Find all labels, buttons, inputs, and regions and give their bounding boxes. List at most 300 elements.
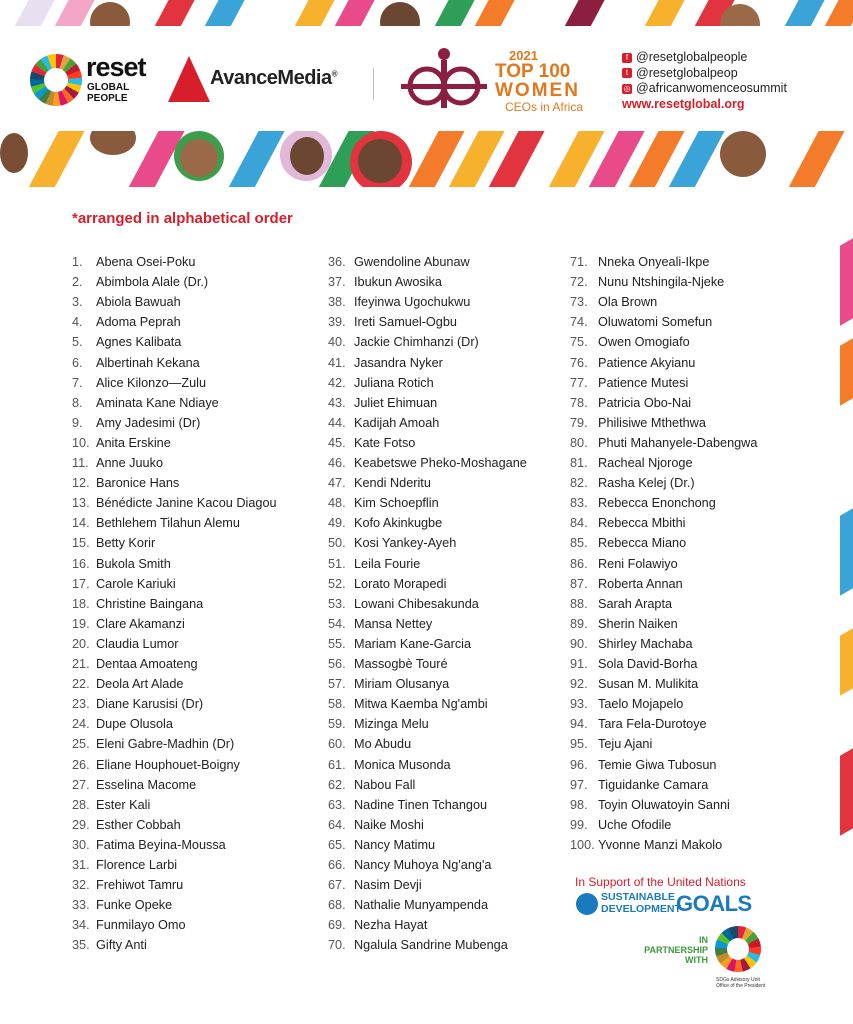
list-item-name: Patience Akyianu (598, 355, 696, 370)
list-item (328, 536, 456, 550)
list-item-number: 13. (72, 496, 90, 511)
list-item-name: Nunu Ntshingila-Njeke (598, 275, 725, 290)
list-item-number: 56. (328, 657, 346, 671)
list-item (72, 577, 176, 591)
list-item-number: 84. (570, 516, 588, 531)
list-item (72, 436, 171, 450)
list-item-name: Adoma Peprah (96, 315, 181, 330)
list-item (570, 697, 683, 711)
list-item-name: Rebecca Enonchong (598, 496, 716, 511)
list-item (72, 496, 277, 510)
sdg-text-line1: SUSTAINABLE (601, 891, 675, 903)
list-item-number: 41. (328, 355, 346, 370)
list-item (328, 577, 446, 591)
list-item-name: Fatima Beyina-Moussa (96, 837, 226, 852)
list-item-number: 55. (328, 636, 346, 651)
list-item-name: Reni Folawiyo (598, 556, 678, 571)
list-item (328, 436, 415, 450)
list-item (570, 436, 757, 450)
reset-logo-icon (30, 54, 82, 106)
list-item (328, 476, 431, 490)
list-item (328, 416, 439, 430)
list-item-name: Dentaa Amoateng (96, 657, 198, 671)
list-item (570, 275, 724, 289)
list-item-number: 43. (328, 395, 346, 410)
list-item-number: 93. (570, 697, 588, 712)
list-item-number: 33. (72, 898, 90, 913)
list-item (72, 898, 172, 912)
list-item-name: Kim Schoepflin (354, 496, 439, 511)
list-item (570, 758, 716, 772)
list-item-name: Carole Kariuki (96, 576, 176, 591)
list-item-number: 94. (570, 717, 588, 732)
list-item (328, 496, 439, 510)
list-item-number: 100. (570, 837, 595, 852)
list-item-number: 99. (570, 817, 588, 832)
list-item (72, 617, 185, 631)
list-item-name: Ibukun Awosika (354, 275, 442, 290)
list-item (328, 838, 435, 852)
list-item-name: Amy Jadesimi (Dr) (96, 415, 201, 430)
list-item-number: 78. (570, 395, 588, 410)
website-link[interactable]: www.resetglobal.org (622, 96, 745, 111)
list-item-number: 98. (570, 797, 588, 812)
list-item-name: Ifeyinwa Ugochukwu (354, 295, 471, 310)
list-item (328, 717, 429, 731)
list-item-name: Juliet Ehimuan (354, 395, 438, 410)
un-support-text: In Support of the United Nations (575, 875, 746, 889)
list-item-number: 72. (570, 275, 588, 290)
list-item-name: Gwendoline Abunaw (354, 255, 470, 269)
list-item (570, 255, 709, 269)
list-item (72, 918, 186, 932)
facebook-icon: f (622, 53, 632, 63)
list-item-name: Patience Mutesi (598, 375, 689, 390)
list-item (328, 295, 470, 309)
list-item-number: 73. (570, 295, 588, 310)
list-item-number: 45. (328, 435, 346, 450)
list-item-number: 29. (72, 817, 90, 832)
list-item (570, 737, 652, 751)
list-item-name: Toyin Oluwatoyin Sanni (598, 797, 730, 812)
list-item-number: 70. (328, 938, 346, 953)
list-item-name: Juliana Rotich (354, 375, 434, 390)
list-item-name: Sola David-Borha (598, 657, 698, 671)
list-item-name: Nathalie Munyampenda (354, 898, 489, 913)
list-item-number: 62. (328, 777, 346, 792)
list-item-name: Esselina Macome (96, 777, 197, 792)
list-item-name: Philisiwe Mthethwa (598, 415, 706, 430)
list-item-name: Nasim Devji (354, 878, 422, 893)
list-item-number: 35. (72, 938, 90, 953)
list-item-number: 79. (570, 415, 588, 430)
list-item-name: Massogbè Touré (354, 657, 448, 671)
list-item-name: Racheal Njoroge (598, 456, 693, 470)
list-item-number: 95. (570, 737, 588, 752)
list-item (570, 356, 695, 370)
list-item-number: 44. (328, 415, 346, 430)
list-item-name: Nancy Matimu (354, 837, 436, 852)
list-item (72, 315, 181, 329)
list-item-number: 80. (570, 435, 588, 450)
social-handles (622, 50, 787, 112)
partnership-text: IN PARTNERSHIP WITH (644, 935, 708, 965)
list-item-number: 87. (570, 576, 588, 591)
list-item-name: Teju Ajani (598, 737, 653, 752)
list-item-name: Betty Korir (96, 536, 156, 551)
list-item (328, 818, 424, 832)
list-item (328, 858, 491, 872)
list-item-number: 42. (328, 375, 346, 390)
list-item-number: 77. (570, 375, 588, 390)
list-item-number: 82. (570, 476, 588, 491)
list-item (570, 496, 716, 510)
list-item (72, 295, 181, 309)
list-item-name: Mariam Kane-Garcia (354, 636, 472, 651)
top-decorative-band (0, 0, 853, 26)
list-item-number: 97. (570, 777, 588, 792)
list-item-number: 65. (328, 837, 346, 852)
list-item-number: 48. (328, 496, 346, 511)
list-item-number: 64. (328, 817, 346, 832)
list-item-name: Bethlehem Tilahun Alemu (96, 516, 240, 531)
list-item (72, 356, 200, 370)
list-item-number: 75. (570, 335, 588, 350)
list-item (72, 818, 181, 832)
list-item (328, 657, 448, 671)
list-item (570, 798, 730, 812)
right-decorative-band (836, 210, 853, 1010)
list-item-name: Ngalula Sandrine Mubenga (354, 938, 508, 953)
list-item (570, 637, 693, 651)
list-item-number: 27. (72, 777, 90, 792)
list-item-number: 31. (72, 858, 90, 872)
list-item-name: Rebecca Mbithi (598, 516, 686, 531)
partner-subtext: SDGs Advisory Unit Office of the President (716, 977, 766, 989)
list-item-number: 6. (72, 355, 83, 370)
list-item-number: 54. (328, 616, 346, 631)
header (0, 26, 853, 131)
list-item (72, 275, 208, 289)
list-item (328, 938, 508, 952)
list-item-name: Tiguidanke Camara (598, 777, 709, 792)
list-item-name: Naike Moshi (354, 817, 424, 832)
list-item-name: Ola Brown (598, 295, 658, 310)
list-item (72, 476, 179, 490)
list-item (72, 717, 173, 731)
list-item-name: Lowani Chibesakunda (354, 596, 479, 611)
list-item-name: Abimbola Alale (Dr.) (96, 275, 209, 290)
list-item-number: 14. (72, 516, 90, 531)
list-item-number: 18. (72, 596, 90, 611)
list-item (72, 597, 203, 611)
list-item-name: Nadine Tinen Tchangou (354, 797, 488, 812)
list-item-number: 38. (328, 295, 346, 310)
list-item-number: 85. (570, 536, 588, 551)
list-item-number: 63. (328, 797, 346, 812)
list-item-number: 37. (328, 275, 346, 290)
list-item (328, 778, 415, 792)
list-item-number: 60. (328, 737, 346, 752)
list-item-name: Eliane Houphouet-Boigny (96, 757, 240, 772)
list-item-name: Claudia Lumor (96, 636, 179, 651)
list-item-number: 34. (72, 918, 90, 933)
facebook-handle[interactable]: f @resetglobalpeople (622, 50, 787, 66)
list-item-number: 7. (72, 375, 83, 390)
list-item-name: Uche Ofodile (598, 817, 672, 832)
instagram-icon: ◎ (623, 83, 631, 93)
list-item-number: 3. (72, 295, 83, 310)
alphabetical-order-note: *arranged in alphabetical order (72, 210, 293, 227)
list-item (72, 858, 177, 872)
list-item (72, 657, 198, 671)
list-item-number: 16. (72, 556, 90, 571)
list-item-name: Deola Art Alade (96, 677, 184, 692)
list-item (328, 456, 527, 470)
top100-emblem-icon (399, 46, 489, 116)
list-item (72, 758, 240, 772)
list-item-name: Lorato Morapedi (354, 576, 447, 591)
list-item-number: 83. (570, 496, 588, 511)
sdg-text-line2: DEVELOPMENT (601, 903, 681, 915)
list-item-number: 39. (328, 315, 346, 330)
list-item (570, 396, 691, 410)
list-item-number: 22. (72, 677, 90, 692)
list-item-name: Aminata Kane Ndiaye (96, 395, 219, 410)
list-item (72, 697, 203, 711)
list-item-number: 92. (570, 677, 588, 692)
list-item-name: Dupe Olusola (96, 717, 173, 732)
list-item-number: 88. (570, 596, 588, 611)
list-item (328, 918, 427, 932)
list-item (570, 315, 712, 329)
list-item-number: 57. (328, 677, 346, 692)
list-item-number: 50. (328, 536, 346, 551)
list-item (328, 617, 432, 631)
list-item-name: Tara Fela-Durotoye (598, 717, 707, 732)
list-item-name: Funmilayo Omo (96, 918, 186, 933)
list-item-name: Kadijah Amoah (354, 415, 440, 430)
list-item-name: Baronice Hans (96, 476, 180, 491)
list-item (72, 778, 196, 792)
list-item (570, 617, 678, 631)
top100-title-line2: WOMEN (495, 80, 580, 101)
list-item (328, 275, 442, 289)
list-item-name: Clare Akamanzi (96, 616, 185, 631)
list-item-number: 67. (328, 878, 346, 893)
list-item-number: 68. (328, 898, 346, 913)
list-item (328, 255, 470, 269)
list-item-name: Ireti Samuel-Ogbu (354, 315, 457, 330)
list-item-name: Florence Larbi (96, 858, 178, 872)
list-item (72, 536, 155, 550)
list-item (570, 456, 693, 470)
list-item (328, 697, 488, 711)
list-item-number: 28. (72, 797, 90, 812)
list-item (72, 516, 240, 530)
list-item-number: 51. (328, 556, 346, 571)
list-item-number: 52. (328, 576, 346, 591)
list-item (328, 315, 457, 329)
list-item-number: 58. (328, 697, 346, 712)
list-item (328, 878, 422, 892)
twitter-handle[interactable]: t @resetglobalpeop (622, 66, 787, 82)
list-item-number: 90. (570, 636, 588, 651)
list-item (328, 376, 434, 390)
list-item (72, 396, 219, 410)
list-item-name: Mo Abudu (354, 737, 412, 752)
list-item-number: 17. (72, 576, 90, 591)
list-item (328, 637, 471, 651)
list-item (570, 516, 685, 530)
list-item-name: Kofo Akinkugbe (354, 516, 443, 531)
list-item (72, 798, 150, 812)
list-item-name: Yvonne Manzi Makolo (598, 837, 723, 852)
list-item-number: 21. (72, 657, 90, 671)
list-item-name: Keabetswe Pheko-Moshagane (354, 456, 527, 470)
list-item (570, 536, 686, 550)
list-item-name: Frehiwot Tamru (96, 878, 184, 893)
list-item-number: 12. (72, 476, 90, 491)
list-item-name: Sarah Arapta (598, 596, 673, 611)
list-item-number: 32. (72, 878, 90, 893)
list-item-name: Nabou Fall (354, 777, 416, 792)
list-item-number: 96. (570, 757, 588, 772)
header-divider (373, 68, 374, 100)
list-item (72, 677, 183, 691)
list-item (328, 597, 479, 611)
list-item-name: Kate Fotso (354, 435, 416, 450)
list-item (72, 416, 200, 430)
list-item-name: Patricia Obo-Nai (598, 395, 692, 410)
list-item-name: Phuti Mahanyele-Dabengwa (598, 435, 758, 450)
list-item-name: Bukola Smith (96, 556, 171, 571)
list-item-name: Funke Opeke (96, 898, 173, 913)
twitter-icon: t (622, 68, 632, 78)
list-item-number: 40. (328, 335, 346, 350)
top100-subtitle: CEOs in Africa (505, 100, 584, 114)
list-item (570, 376, 688, 390)
list-item (72, 838, 226, 852)
list-item (570, 335, 690, 349)
list-item-number: 49. (328, 516, 346, 531)
list-item (72, 255, 195, 269)
list-item-number: 8. (72, 395, 83, 410)
list-item (570, 838, 722, 852)
list-item (328, 335, 479, 349)
sdg-goals-text: GOALS (676, 891, 752, 916)
list-item-name: Albertinah Kekana (96, 355, 200, 370)
list-item-name: Jackie Chimhanzi (Dr) (354, 335, 479, 350)
list-item (72, 456, 163, 470)
list-item-number: 15. (72, 536, 90, 551)
list-item-number: 47. (328, 476, 346, 491)
list-item (328, 356, 443, 370)
list-item-number: 4. (72, 315, 83, 330)
list-item-number: 66. (328, 858, 346, 872)
list-item (570, 778, 708, 792)
list-item-number: 91. (570, 657, 588, 671)
list-item (72, 737, 234, 751)
list-item-name: Bénédicte Janine Kacou Diagou (96, 496, 277, 511)
list-item (570, 677, 698, 691)
list-item (328, 396, 437, 410)
list-item-number: 9. (72, 415, 83, 430)
list-item (72, 557, 171, 571)
list-item (72, 938, 147, 952)
top100-year: 2021 (509, 48, 538, 63)
list-item (328, 557, 420, 571)
list-item-name: Nneka Onyeali-Ikpe (598, 255, 710, 269)
list-item-name: Oluwatomi Somefun (598, 315, 713, 330)
list-item-name: Rasha Kelej (Dr.) (598, 476, 695, 491)
list-item (72, 376, 206, 390)
reset-logo-subtext: GLOBAL PEOPLE (87, 82, 130, 104)
list-item-number: 5. (72, 335, 83, 350)
list-item-name: Kendi Nderitu (354, 476, 431, 491)
list-item-name: Taelo Mojapelo (598, 697, 684, 712)
photo-strip-band (0, 131, 853, 187)
list-item-number: 59. (328, 717, 346, 732)
list-item-name: Rebecca Miano (598, 536, 687, 551)
list-item (570, 476, 695, 490)
list-item (328, 758, 451, 772)
list-item-name: Susan M. Mulikita (598, 677, 699, 692)
list-item-name: Nancy Muhoya Ng'ang'a (354, 858, 492, 872)
list-item-number: 46. (328, 456, 346, 470)
reset-logo-text: reset (86, 52, 146, 82)
list-item-name: Jasandra Nyker (354, 355, 443, 370)
list-item-name: Christine Baingana (96, 596, 204, 611)
list-item-name: Agnes Kalibata (96, 335, 182, 350)
list-item-name: Owen Omogiafo (598, 335, 690, 350)
list-item (328, 898, 488, 912)
list-item-name: Temie Giwa Tubosun (598, 757, 717, 772)
un-globe-icon (576, 893, 598, 915)
list-item-name: Esther Cobbah (96, 817, 181, 832)
list-item-name: Abena Osei-Poku (96, 255, 196, 269)
list-item-number: 2. (72, 275, 83, 290)
list-item-number: 19. (72, 616, 90, 631)
list-item (72, 637, 179, 651)
list-item-number: 24. (72, 717, 90, 732)
list-item-number: 10. (72, 435, 90, 450)
list-item (570, 557, 678, 571)
list-item-number: 86. (570, 556, 588, 571)
list-item-name: Alice Kilonzo—Zulu (96, 375, 207, 390)
list-item-number: 26. (72, 757, 90, 772)
instagram-handle[interactable]: ◎ @africanwomenceosummit (623, 81, 787, 95)
list-item-name: Anne Juuko (96, 456, 164, 470)
avance-media-logo-text: AvanceMedia® (210, 67, 337, 89)
list-item (328, 798, 487, 812)
list-item (570, 416, 706, 430)
list-item-name: Mitwa Kaemba Ng'ambi (354, 697, 488, 712)
list-item-name: Sherin Naiken (598, 616, 678, 631)
list-item-number: 74. (570, 315, 588, 330)
list-item-name: Monica Musonda (354, 757, 451, 772)
list-item-number: 11. (72, 456, 89, 470)
list-item-name: Leila Fourie (354, 556, 421, 571)
list-item-number: 20. (72, 636, 90, 651)
list-item-number: 25. (72, 737, 90, 752)
list-item-name: Mizinga Melu (354, 717, 429, 732)
sdg-advisory-unit-logo-icon (715, 926, 761, 972)
list-item-name: Kosi Yankey-Ayeh (354, 536, 457, 551)
list-item (570, 818, 671, 832)
list-item-number: 71. (570, 255, 588, 269)
list-item (328, 737, 411, 751)
